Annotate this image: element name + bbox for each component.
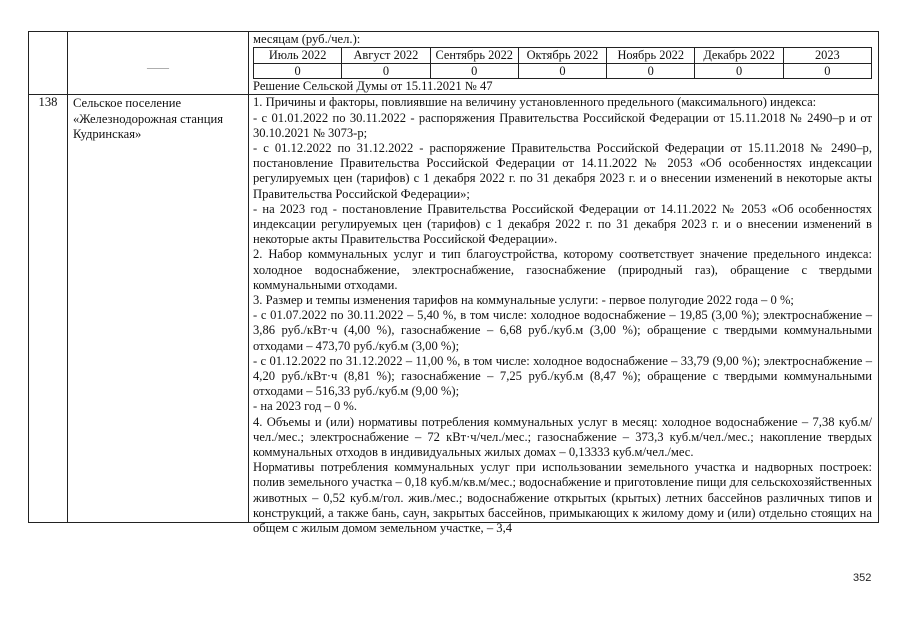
month-value-cell: 0 — [518, 63, 606, 79]
month-header-cell: 2023 — [783, 48, 871, 64]
month-header-cell: Сентябрь 2022 — [430, 48, 518, 64]
month-value-cell: 0 — [607, 63, 695, 79]
paragraph: - на 2023 год - постановление Правительства Российской Федерации от 14.11.2022 № 2053 «Об особенностях индексации регулируемых цен (тарифов) с 1 декабря 2022 г. по 31 декабря 2023 г. и о внесении изменений в некоторые акты Правительства Российской Федерации». — [253, 201, 872, 247]
months-table — [253, 47, 872, 79]
paragraph: - на 2023 год – 0 %. — [253, 399, 358, 414]
paragraph: 1. Причины и факторы, повлиявшие на величину установленного предельного (максимального) индекса: — [253, 95, 817, 110]
months-caption: месяцам (руб./чел.): — [253, 32, 361, 46]
last-paragraph: Нормативы потребления коммунальных услуг при использовании земельного участка и надворных построек: полив земельного участка – 0,18 куб.м/кв.м/мес.; водоснабжение и приготовление пищи для сельскохозяйственных животных – 0,52 куб.м/гол. жив./мес.; водоснабжение открытых (крытых) летних бассейнов различных типов и конструкций, а также бань, саун, закрытых бассейнов, примыкающих к жилому дому и (или) отдельно стоящих на общем с жилым домом земельном участке, – 3,4 — [253, 460, 872, 536]
dash-mark: —— — [147, 62, 169, 74]
months-header-row — [254, 48, 872, 64]
month-header-cell: Август 2022 — [342, 48, 430, 64]
month-header-cell: Ноябрь 2022 — [607, 48, 695, 64]
decision-note: Решение Сельской Думы от 15.11.2021 № 47 — [253, 79, 493, 94]
row-name-cell-dash — [68, 32, 249, 95]
month-header-cell: Октябрь 2022 — [518, 48, 606, 64]
paragraph: 3. Размер и темпы изменения тарифов на коммунальные услуги: - первое полугодие 2022 года – 0 %; — [253, 293, 794, 308]
paragraph: - с 01.12.2022 по 31.12.2022 - распоряжение Правительства Российской Федерации от 15.11.2018 № 2490–р, постановление Правительства Российской Федерации от 14.11.2022 № 2053 «Об особенностях индексации регулируемых цен (тарифов) с 1 декабря 2022 г. по 31 декабря 2023 г. и о внесении изменений в некоторые акты Правительства Российской Федерации»; — [253, 141, 872, 201]
month-value-cell: 0 — [430, 63, 518, 79]
row-number: 138 — [29, 95, 68, 523]
table-row-previous — [29, 32, 879, 95]
settlement-name: Сельское поселение «Железнодорожная станция Кудринская» — [68, 95, 249, 523]
page-number: 352 — [853, 572, 872, 584]
row-body-cell-months — [249, 32, 879, 95]
paragraph: - с 01.12.2022 по 31.12.2022 – 11,00 %, в том числе: холодное водоснабжение – 33,79 (9,00 %); электроснабжение – 4,20 руб./кВт·ч (8,81 %); газоснабжение – 7,25 руб./куб.м (8,47 %); обращение с твердыми коммунальными отходами – 516,33 руб./куб.м (9,00 %); — [253, 353, 872, 399]
month-header-cell: Июль 2022 — [254, 48, 342, 64]
last-paragraph-clip — [253, 460, 872, 536]
table-row-138 — [29, 95, 879, 523]
paragraph: 4. Объемы и (или) нормативы потребления коммунальных услуг в месяц: холодное водоснабжение – 7,38 куб.м/чел./мес.; электроснабжение – 72 кВт·ч/чел./мес.; газоснабжение – 373,3 куб.м/чел./мес.; накопление твердых коммунальных отходов в индивидуальных жилых домах – 0,13333 куб.м/чел./мес. — [253, 414, 872, 460]
paragraph: - с 01.01.2022 по 30.11.2022 - распоряжения Правительства Российской Федерации от 15.11.2018 № 2490–р и от 30.10.2021 № 3073-р; — [253, 110, 872, 140]
row-number-cell-empty — [29, 32, 68, 95]
month-value-cell: 0 — [254, 63, 342, 79]
month-value-cell: 0 — [783, 63, 871, 79]
months-values-row — [254, 63, 872, 79]
row-body-cell — [249, 95, 879, 536]
paragraph: - с 01.07.2022 по 30.11.2022 – 5,40 %, в том числе: холодное водоснабжение – 19,85 (3,00 %); электроснабжение – 3,86 руб./кВт·ч (4,00 %), газоснабжение – 6,68 руб./куб.м (3,00 %); обращение с твердыми коммунальными отходами – 473,70 руб./куб.м (3,00 %); — [253, 308, 872, 353]
paragraph: 2. Набор коммунальных услуг и тип благоустройства, которому соответствует значение предельного индекса: холодное водоснабжение, электроснабжение, газоснабжение (природный газ), обращение с твердыми коммунальными отходами. — [253, 247, 872, 292]
month-header-cell: Декабрь 2022 — [695, 48, 783, 64]
month-value-cell: 0 — [342, 63, 430, 79]
tariff-table — [28, 31, 879, 536]
paragraph-list — [253, 95, 872, 460]
month-value-cell: 0 — [695, 63, 783, 79]
